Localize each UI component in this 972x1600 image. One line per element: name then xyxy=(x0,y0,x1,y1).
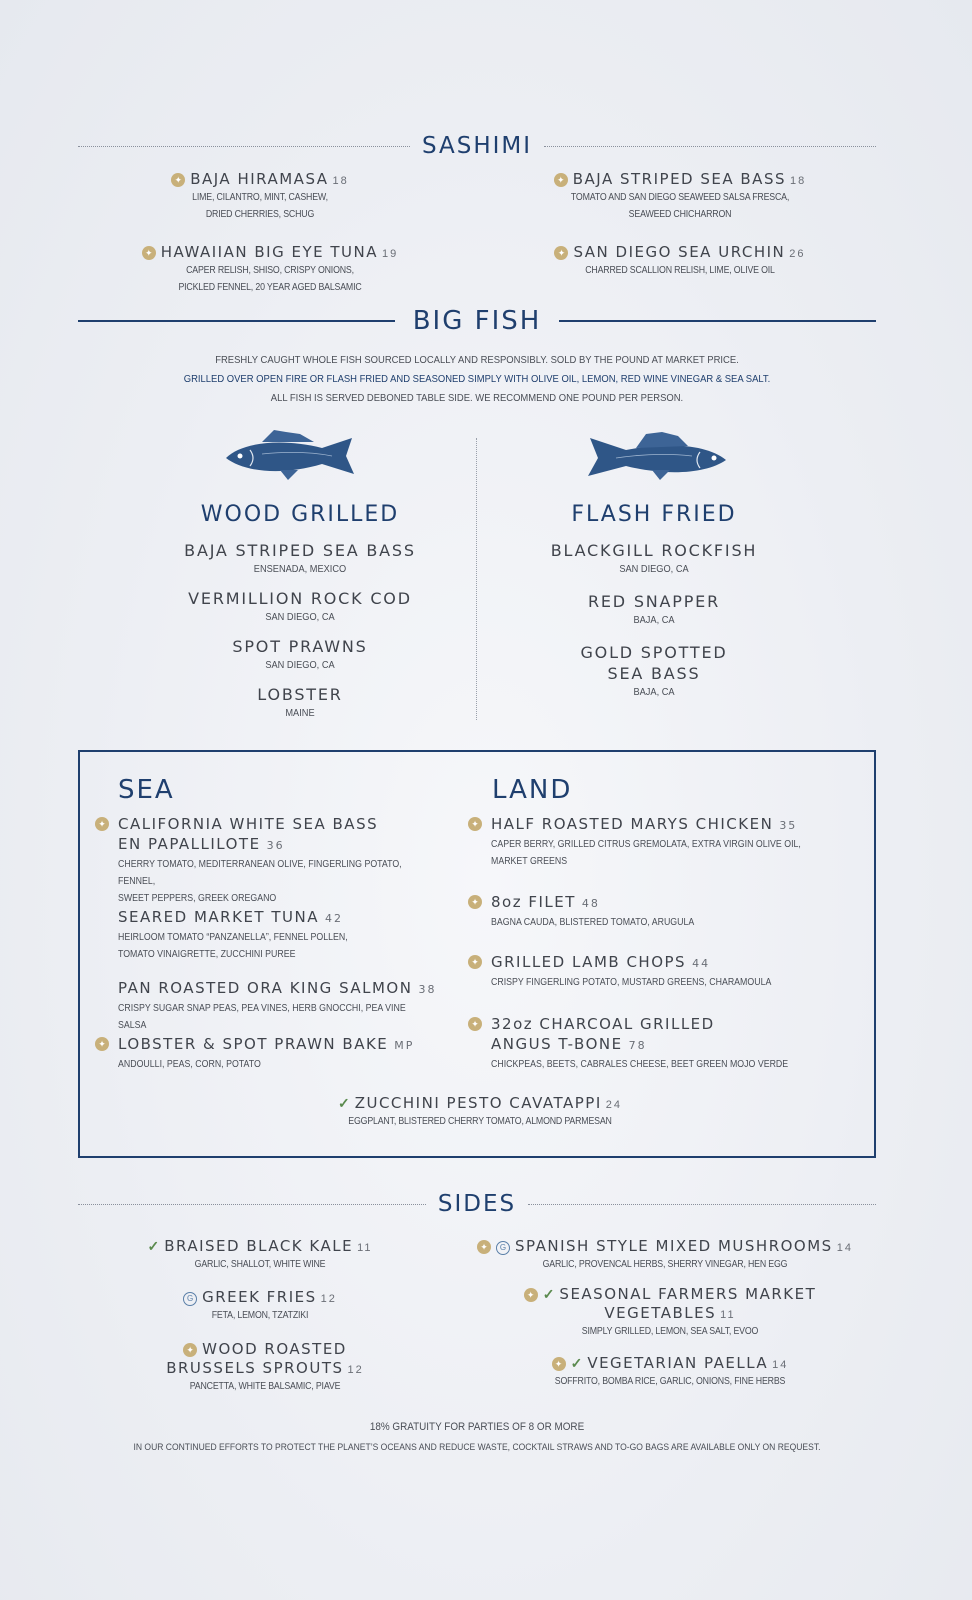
item-name: GREEK FRIES xyxy=(202,1288,317,1306)
vegetarian-icon: ✓ xyxy=(337,1095,350,1111)
fish-name: VERMILLION ROCK COD xyxy=(188,589,412,608)
sides-header xyxy=(78,1189,876,1219)
fish-name: BAJA STRIPED SEA BASS xyxy=(184,541,416,560)
item-price: 14 xyxy=(836,1242,853,1254)
item-description: EGGPLANT, BLISTERED CHERRY TOMATO, ALMOND PARMESAN xyxy=(348,1116,612,1127)
divider xyxy=(528,1204,876,1205)
fish-origin: SAN DIEGO, CA xyxy=(265,611,335,623)
item-description: DRIED CHERRIES, SCHUG xyxy=(205,209,315,220)
item-description: CAPER BERRY, GRILLED CITRUS GREMOLATA, EXTRA VIRGIN OLIVE OIL, xyxy=(491,839,801,850)
item-name: PAN ROASTED ORA KING SALMON xyxy=(118,979,413,997)
item-description: GARLIC, PROVENCAL HERBS, SHERRY VINEGAR, HEN EGG xyxy=(542,1259,788,1270)
menu-item xyxy=(110,1340,420,1395)
seafood-watch-icon: ✦ xyxy=(524,1288,538,1302)
menu-item xyxy=(510,243,850,279)
item-name: BAJA STRIPED SEA BASS xyxy=(572,170,786,188)
intro-line: ALL FISH IS SERVED DEBONED TABLE SIDE. WE RECOMMEND ONE POUND PER PERSON. xyxy=(270,392,684,404)
menu-item xyxy=(98,1034,468,1073)
item-description: CRISPY FINGERLING POTATO, MUSTARD GREENS, CHARAMOULA xyxy=(491,977,772,988)
item-name: SPANISH STYLE MIXED MUSHROOMS xyxy=(515,1237,833,1255)
wood-grilled-title: WOOD GRILLED xyxy=(200,502,400,527)
item-price: 18 xyxy=(790,175,807,187)
intro-line: GRILLED OVER OPEN FIRE OR FLASH FRIED AND SEASONED SIMPLY WITH OLIVE OIL, LEMON, RED WINE VINEGAR & SEA SALT. xyxy=(183,373,771,385)
divider xyxy=(559,320,876,322)
intro-line: FRESHLY CAUGHT WHOLE FISH SOURCED LOCALLY AND RESPONSIBLY. SOLD BY THE POUND AT MARKET PRICE. xyxy=(215,354,739,366)
item-price: 12 xyxy=(320,1293,337,1305)
item-description: TOMATO AND SAN DIEGO SEAWEED SALSA FRESCA, xyxy=(570,192,790,203)
item-name: BRAISED BLACK KALE xyxy=(164,1237,354,1255)
item-price: 18 xyxy=(332,175,349,187)
item-name: ZUCCHINI PESTO CAVATAPPI xyxy=(354,1094,602,1112)
item-price: 38 xyxy=(418,983,437,996)
item-name: WOOD ROASTED xyxy=(202,1340,347,1358)
item-price: 24 xyxy=(605,1099,623,1111)
menu-item xyxy=(470,1285,870,1340)
item-description: GARLIC, SHALLOT, WHITE WINE xyxy=(194,1259,326,1270)
item-description: ANDOULLI, PEAS, CORN, POTATO xyxy=(118,1059,261,1070)
section-title: BIG FISH xyxy=(412,306,542,336)
seafood-watch-icon: ✦ xyxy=(95,1037,109,1051)
item-name: SAN DIEGO SEA URCHIN xyxy=(573,243,786,261)
seafood-watch-icon: ✦ xyxy=(183,1343,197,1357)
item-description: PICKLED FENNEL, 20 YEAR AGED BALSAMIC xyxy=(178,282,362,293)
item-description: HEIRLOOM TOMATO “PANZANELLA”, FENNEL POLLEN, xyxy=(118,932,348,943)
item-name: SEASONAL FARMERS MARKET xyxy=(559,1285,817,1303)
list-item xyxy=(150,636,450,671)
menu-item xyxy=(118,907,468,963)
fish-origin: SAN DIEGO, CA xyxy=(619,563,689,575)
item-description: FETA, LEMON, TZATZIKI xyxy=(211,1310,309,1321)
menu-item xyxy=(471,892,861,931)
fish-origin: MAINE xyxy=(285,707,315,719)
item-name: BAJA HIRAMASA xyxy=(190,170,329,188)
item-description: PANCETTA, WHITE BALSAMIC, PIAVE xyxy=(189,1381,341,1392)
gluten-free-icon: G xyxy=(183,1292,197,1306)
seafood-watch-icon: ✦ xyxy=(171,173,185,187)
item-name: GRILLED LAMB CHOPS xyxy=(491,953,687,971)
item-name: 32oz CHARCOAL GRILLED xyxy=(491,1015,715,1033)
item-price: 35 xyxy=(779,819,798,832)
item-name: 8oz FILET xyxy=(491,893,576,911)
item-description: CHARRED SCALLION RELISH, LIME, OLIVE OIL xyxy=(585,265,775,276)
item-description: CHERRY TOMATO, MEDITERRANEAN OLIVE, FINGERLING POTATO, FENNEL, xyxy=(118,859,402,887)
item-description: CRISPY SUGAR SNAP PEAS, PEA VINES, HERB GNOCCHI, PEA VINE SALSA xyxy=(118,1003,406,1031)
seafood-watch-icon: ✦ xyxy=(142,246,156,260)
menu-item xyxy=(480,1354,860,1390)
item-name: LOBSTER & SPOT PRAWN BAKE xyxy=(118,1035,389,1053)
fish-origin: BAJA, CA xyxy=(633,686,675,698)
divider xyxy=(78,1204,426,1205)
seafood-watch-icon: ✦ xyxy=(554,173,568,187)
seafood-watch-icon: ✦ xyxy=(468,1017,482,1031)
item-price: 44 xyxy=(692,957,711,970)
gluten-free-icon: G xyxy=(496,1241,510,1255)
menu-item xyxy=(100,243,440,296)
list-item xyxy=(150,540,450,575)
fish-name: SEA BASS xyxy=(607,664,701,683)
item-price: 42 xyxy=(324,912,343,925)
fish-origin: BAJA, CA xyxy=(633,614,675,626)
item-description: SEAWEED CHICHARRON xyxy=(628,209,732,220)
item-price: 78 xyxy=(628,1039,647,1052)
menu-item xyxy=(110,1288,410,1324)
fish-name: LOBSTER xyxy=(257,685,343,704)
menu-item xyxy=(98,814,468,907)
item-description: BAGNA CAUDA, BLISTERED TOMATO, ARUGULA xyxy=(491,917,695,928)
menu-item xyxy=(450,1237,880,1273)
fish-illustration-icon xyxy=(222,428,372,484)
item-price: MP xyxy=(394,1039,415,1052)
menu-item xyxy=(100,170,420,223)
divider xyxy=(78,320,395,322)
divider xyxy=(544,146,876,147)
fish-origin: ENSENADA, MEXICO xyxy=(253,563,347,575)
bigfish-intro xyxy=(118,351,836,408)
vegetarian-icon: ✓ xyxy=(542,1286,555,1302)
vegetarian-icon: ✓ xyxy=(570,1355,583,1371)
item-price: 12 xyxy=(347,1364,364,1376)
seafood-watch-icon: ✦ xyxy=(552,1357,566,1371)
item-price: 11 xyxy=(720,1309,736,1321)
item-price: 11 xyxy=(357,1242,373,1254)
flash-fried-title: FLASH FRIED xyxy=(571,502,737,527)
column-divider xyxy=(476,438,477,720)
seafood-watch-icon: ✦ xyxy=(468,817,482,831)
sea-title: SEA xyxy=(118,775,175,805)
section-title: SASHIMI xyxy=(421,133,533,159)
bigfish-header xyxy=(78,306,876,336)
item-price: 26 xyxy=(789,248,806,260)
fish-name: SPOT PRAWNS xyxy=(232,637,368,656)
item-description: CAPER RELISH, SHISO, CRISPY ONIONS, xyxy=(186,265,354,276)
item-price: 14 xyxy=(772,1359,789,1371)
list-item xyxy=(150,588,450,623)
item-name: EN PAPALLILOTE xyxy=(118,835,261,853)
item-name: ANGUS T-BONE xyxy=(491,1035,623,1053)
menu-item xyxy=(118,978,468,1034)
gratuity-note: 18% GRATUITY FOR PARTIES OF 8 OR MORE xyxy=(369,1421,585,1433)
menu-item xyxy=(230,1094,730,1130)
menu-item xyxy=(110,1237,410,1273)
item-name: CALIFORNIA WHITE SEA BASS xyxy=(118,815,379,833)
item-description: SWEET PEPPERS, GREEK OREGANO xyxy=(118,893,277,904)
item-description: CHICKPEAS, BEETS, CABRALES CHEESE, BEET GREEN MOJO VERDE xyxy=(491,1059,789,1070)
item-price: 19 xyxy=(381,248,399,260)
list-item xyxy=(150,684,450,719)
menu-item xyxy=(510,170,850,223)
item-name: HAWAIIAN BIG EYE TUNA xyxy=(160,243,378,261)
waste-note: IN OUR CONTINUED EFFORTS TO PROTECT THE PLANET’S OCEANS AND REDUCE WASTE, COCKTAIL STRAWS AND TO-GO BAGS ARE AVAILABLE ONLY ON REQUEST. xyxy=(133,1442,821,1453)
item-name: VEGETABLES xyxy=(604,1304,717,1322)
item-description: MARKET GREENS xyxy=(491,856,568,867)
menu-item xyxy=(471,814,861,870)
land-title: LAND xyxy=(492,775,573,805)
divider xyxy=(78,146,410,147)
menu-item xyxy=(471,1014,861,1073)
item-description: SOFFRITO, BOMBA RICE, GARLIC, ONIONS, FINE HERBS xyxy=(554,1376,786,1387)
seafood-watch-icon: ✦ xyxy=(554,246,568,260)
item-description: SIMPLY GRILLED, LEMON, SEA SALT, EVOO xyxy=(581,1326,759,1337)
item-description: LIME, CILANTRO, MINT, CASHEW, xyxy=(192,192,328,203)
seafood-watch-icon: ✦ xyxy=(477,1240,491,1254)
list-item xyxy=(504,642,804,698)
item-name: BRUSSELS SPROUTS xyxy=(166,1359,344,1377)
fish-name: RED SNAPPER xyxy=(587,592,721,611)
seafood-watch-icon: ✦ xyxy=(468,895,482,909)
section-title: SIDES xyxy=(437,1191,517,1217)
item-price: 48 xyxy=(581,897,600,910)
sashimi-header xyxy=(78,131,876,161)
item-name: SEARED MARKET TUNA xyxy=(118,908,319,926)
item-price: 36 xyxy=(266,839,285,852)
item-description: TOMATO VINAIGRETTE, ZUCCHINI PUREE xyxy=(118,949,296,960)
fish-name: BLACKGILL ROCKFISH xyxy=(550,541,758,560)
fish-name: GOLD SPOTTED xyxy=(580,643,728,662)
seafood-watch-icon: ✦ xyxy=(95,817,109,831)
fish-illustration-icon xyxy=(566,430,730,482)
menu-item xyxy=(471,952,861,991)
list-item xyxy=(504,540,804,575)
list-item xyxy=(504,591,804,626)
fish-origin: SAN DIEGO, CA xyxy=(265,659,335,671)
item-name: VEGETARIAN PAELLA xyxy=(587,1354,769,1372)
item-name: HALF ROASTED MARYS CHICKEN xyxy=(491,815,774,833)
vegetarian-icon: ✓ xyxy=(147,1238,160,1254)
seafood-watch-icon: ✦ xyxy=(468,955,482,969)
